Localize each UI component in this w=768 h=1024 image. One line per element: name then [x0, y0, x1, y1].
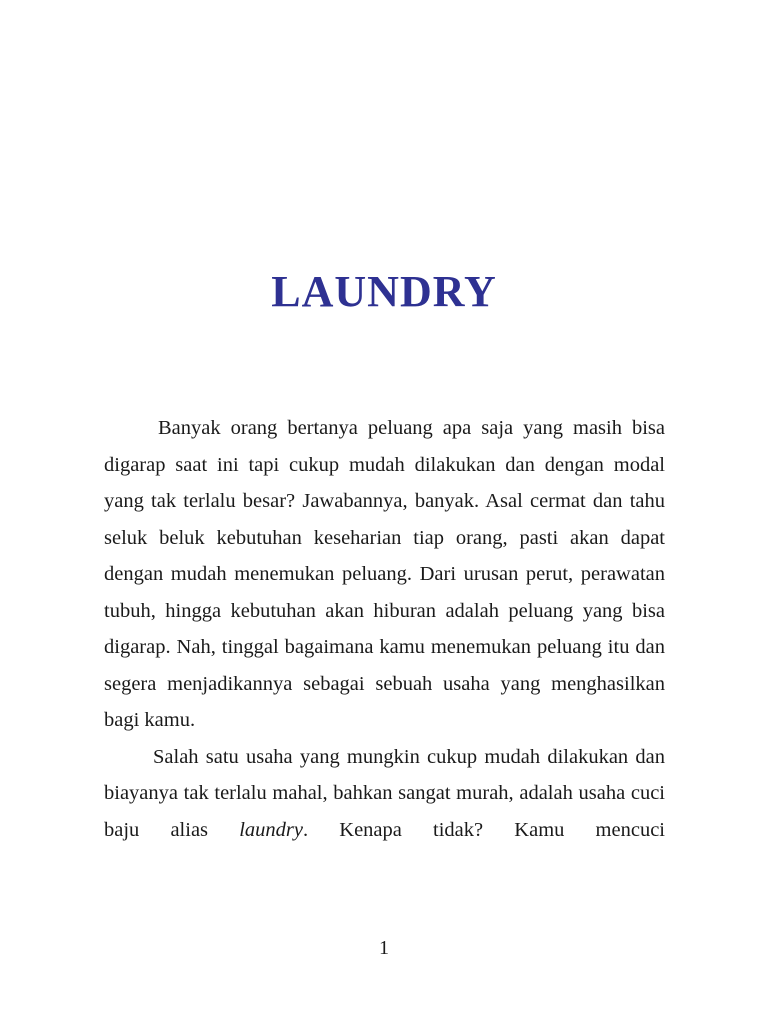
paragraph-2-text-start: Salah satu usaha yang mungkin cukup mudah dilakukan dan biayanya tak terlalu mahal, bahkan sangat murah, adalah usaha cuci baju alias [104, 745, 665, 841]
body-text [104, 410, 665, 848]
page-title: LAUNDRY [271, 267, 497, 316]
paragraph-1: Banyak orang bertanya peluang apa saja yang masih bisa digarap saat ini tapi cukup mudah dilakukan dan dengan modal yang tak terlalu besar? Jawabannya, banyak. Asal cermat dan tahu seluk beluk kebutuhan keseharian tiap orang, pasti akan dapat dengan mudah menemukan peluang. Dari urusan perut, perawatan tubuh, hingga kebutuhan akan hiburan adalah peluang yang bisa digarap. Nah, tinggal bagaimana kamu menemukan peluang itu dan segera menjadikannya sebagai sebuah usaha yang menghasilkan bagi kamu. [104, 417, 665, 731]
paragraph-2 [104, 739, 665, 849]
paragraph-2-italic-term: laundry [239, 818, 303, 841]
page-number: 1 [379, 937, 389, 959]
paragraph-2-text-end: . Kenapa tidak? Kamu mencuci [302, 818, 665, 841]
